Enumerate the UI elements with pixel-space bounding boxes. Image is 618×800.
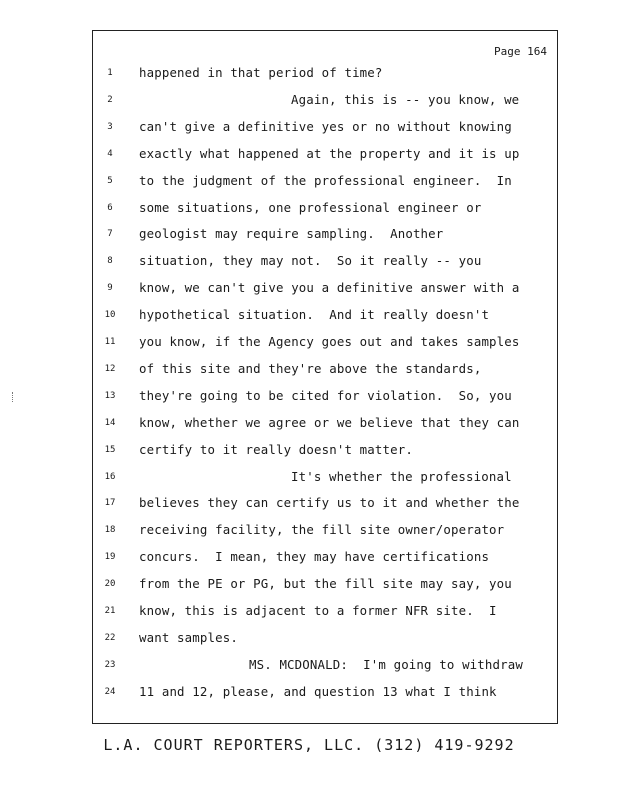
line-number: 13 [104,390,116,401]
line-text: know, we can't give you a definitive answer with a [139,280,520,296]
line-number: 2 [107,94,113,105]
line-number: 16 [104,471,116,482]
line-text: from the PE or PG, but the fill site may say, you [139,576,512,592]
transcript-line [93,602,557,622]
line-text: concurs. I mean, they may have certifications [139,549,490,565]
transcript-line [93,548,557,568]
transcript-page [92,30,558,724]
line-number: 20 [104,579,116,590]
transcript-line [93,199,557,219]
line-text: geologist may require sampling. Another [139,226,444,242]
line-text: It's whether the professional [291,468,512,484]
transcript-line [93,225,557,245]
transcript-line [93,91,557,111]
line-text: 11 and 12, please, and question 13 what I think [139,683,497,699]
transcript-line [93,494,557,514]
line-text: to the judgment of the professional engineer. In [139,172,512,188]
transcript-line [93,468,557,488]
line-number: 21 [104,606,116,616]
transcript-line [93,64,557,84]
footer-reporter-info: L.A. COURT REPORTERS, LLC. (312) 419-9292 [103,736,515,754]
line-text: receiving facility, the fill site owner/operator [139,522,505,538]
margin-mark [12,392,15,402]
line-text: of this site and they're above the standards, [139,360,482,376]
line-text: situation, they may not. So it really -- you [139,253,482,269]
line-number: 24 [104,686,116,697]
line-text: some situations, one professional engineer or [139,199,482,215]
line-number: 11 [104,337,116,347]
line-number: 22 [104,632,116,643]
line-text: can't give a definitive yes or no without knowing [139,118,512,134]
line-number: 23 [104,659,116,670]
line-text: certify to it really doesn't matter. [139,441,413,457]
line-number: 4 [107,148,113,159]
transcript-line [93,145,557,165]
line-number: 12 [104,363,116,374]
line-text: know, whether we agree or we believe that they can [139,414,520,430]
line-text: MS. MCDONALD: I'm going to withdraw [249,656,523,672]
transcript-line [93,333,557,353]
line-number: 3 [107,121,113,132]
transcript-line [93,279,557,299]
transcript-line [93,360,557,380]
transcript-line [93,252,557,272]
line-number: 15 [104,444,116,455]
line-text: want samples. [139,629,238,645]
line-text: believes they can certify us to it and whether the [139,495,520,511]
transcript-line [93,683,557,703]
line-number: 17 [104,498,116,509]
transcript-line [93,656,557,676]
line-text: happened in that period of time? [139,65,383,80]
line-number: 9 [107,283,113,294]
line-text: you know, if the Agency goes out and takes samples [139,334,520,349]
line-number: 7 [107,229,113,240]
line-number: 1 [107,68,113,78]
line-text: hypothetical situation. And it really doesn't [139,307,490,323]
line-text: know, this is adjacent to a former NFR site. I [139,603,497,618]
line-number: 8 [107,256,113,267]
line-number: 18 [104,525,116,536]
transcript-line [93,521,557,541]
line-text: exactly what happened at the property and it is up [139,145,520,161]
transcript-line [93,172,557,192]
transcript-line [93,306,557,326]
line-number: 19 [104,552,116,563]
line-number: 5 [107,175,113,186]
transcript-line [93,441,557,461]
line-number: 10 [104,310,116,321]
page-number: Page 164 [494,45,547,58]
transcript-line [93,414,557,434]
line-text: they're going to be cited for violation. So, you [139,387,512,403]
transcript-line [93,575,557,595]
line-number: 14 [104,417,116,428]
transcript-line [93,629,557,649]
line-text: Again, this is -- you know, we [291,91,520,107]
line-number: 6 [107,202,113,213]
transcript-line [93,118,557,138]
transcript-line [93,387,557,407]
